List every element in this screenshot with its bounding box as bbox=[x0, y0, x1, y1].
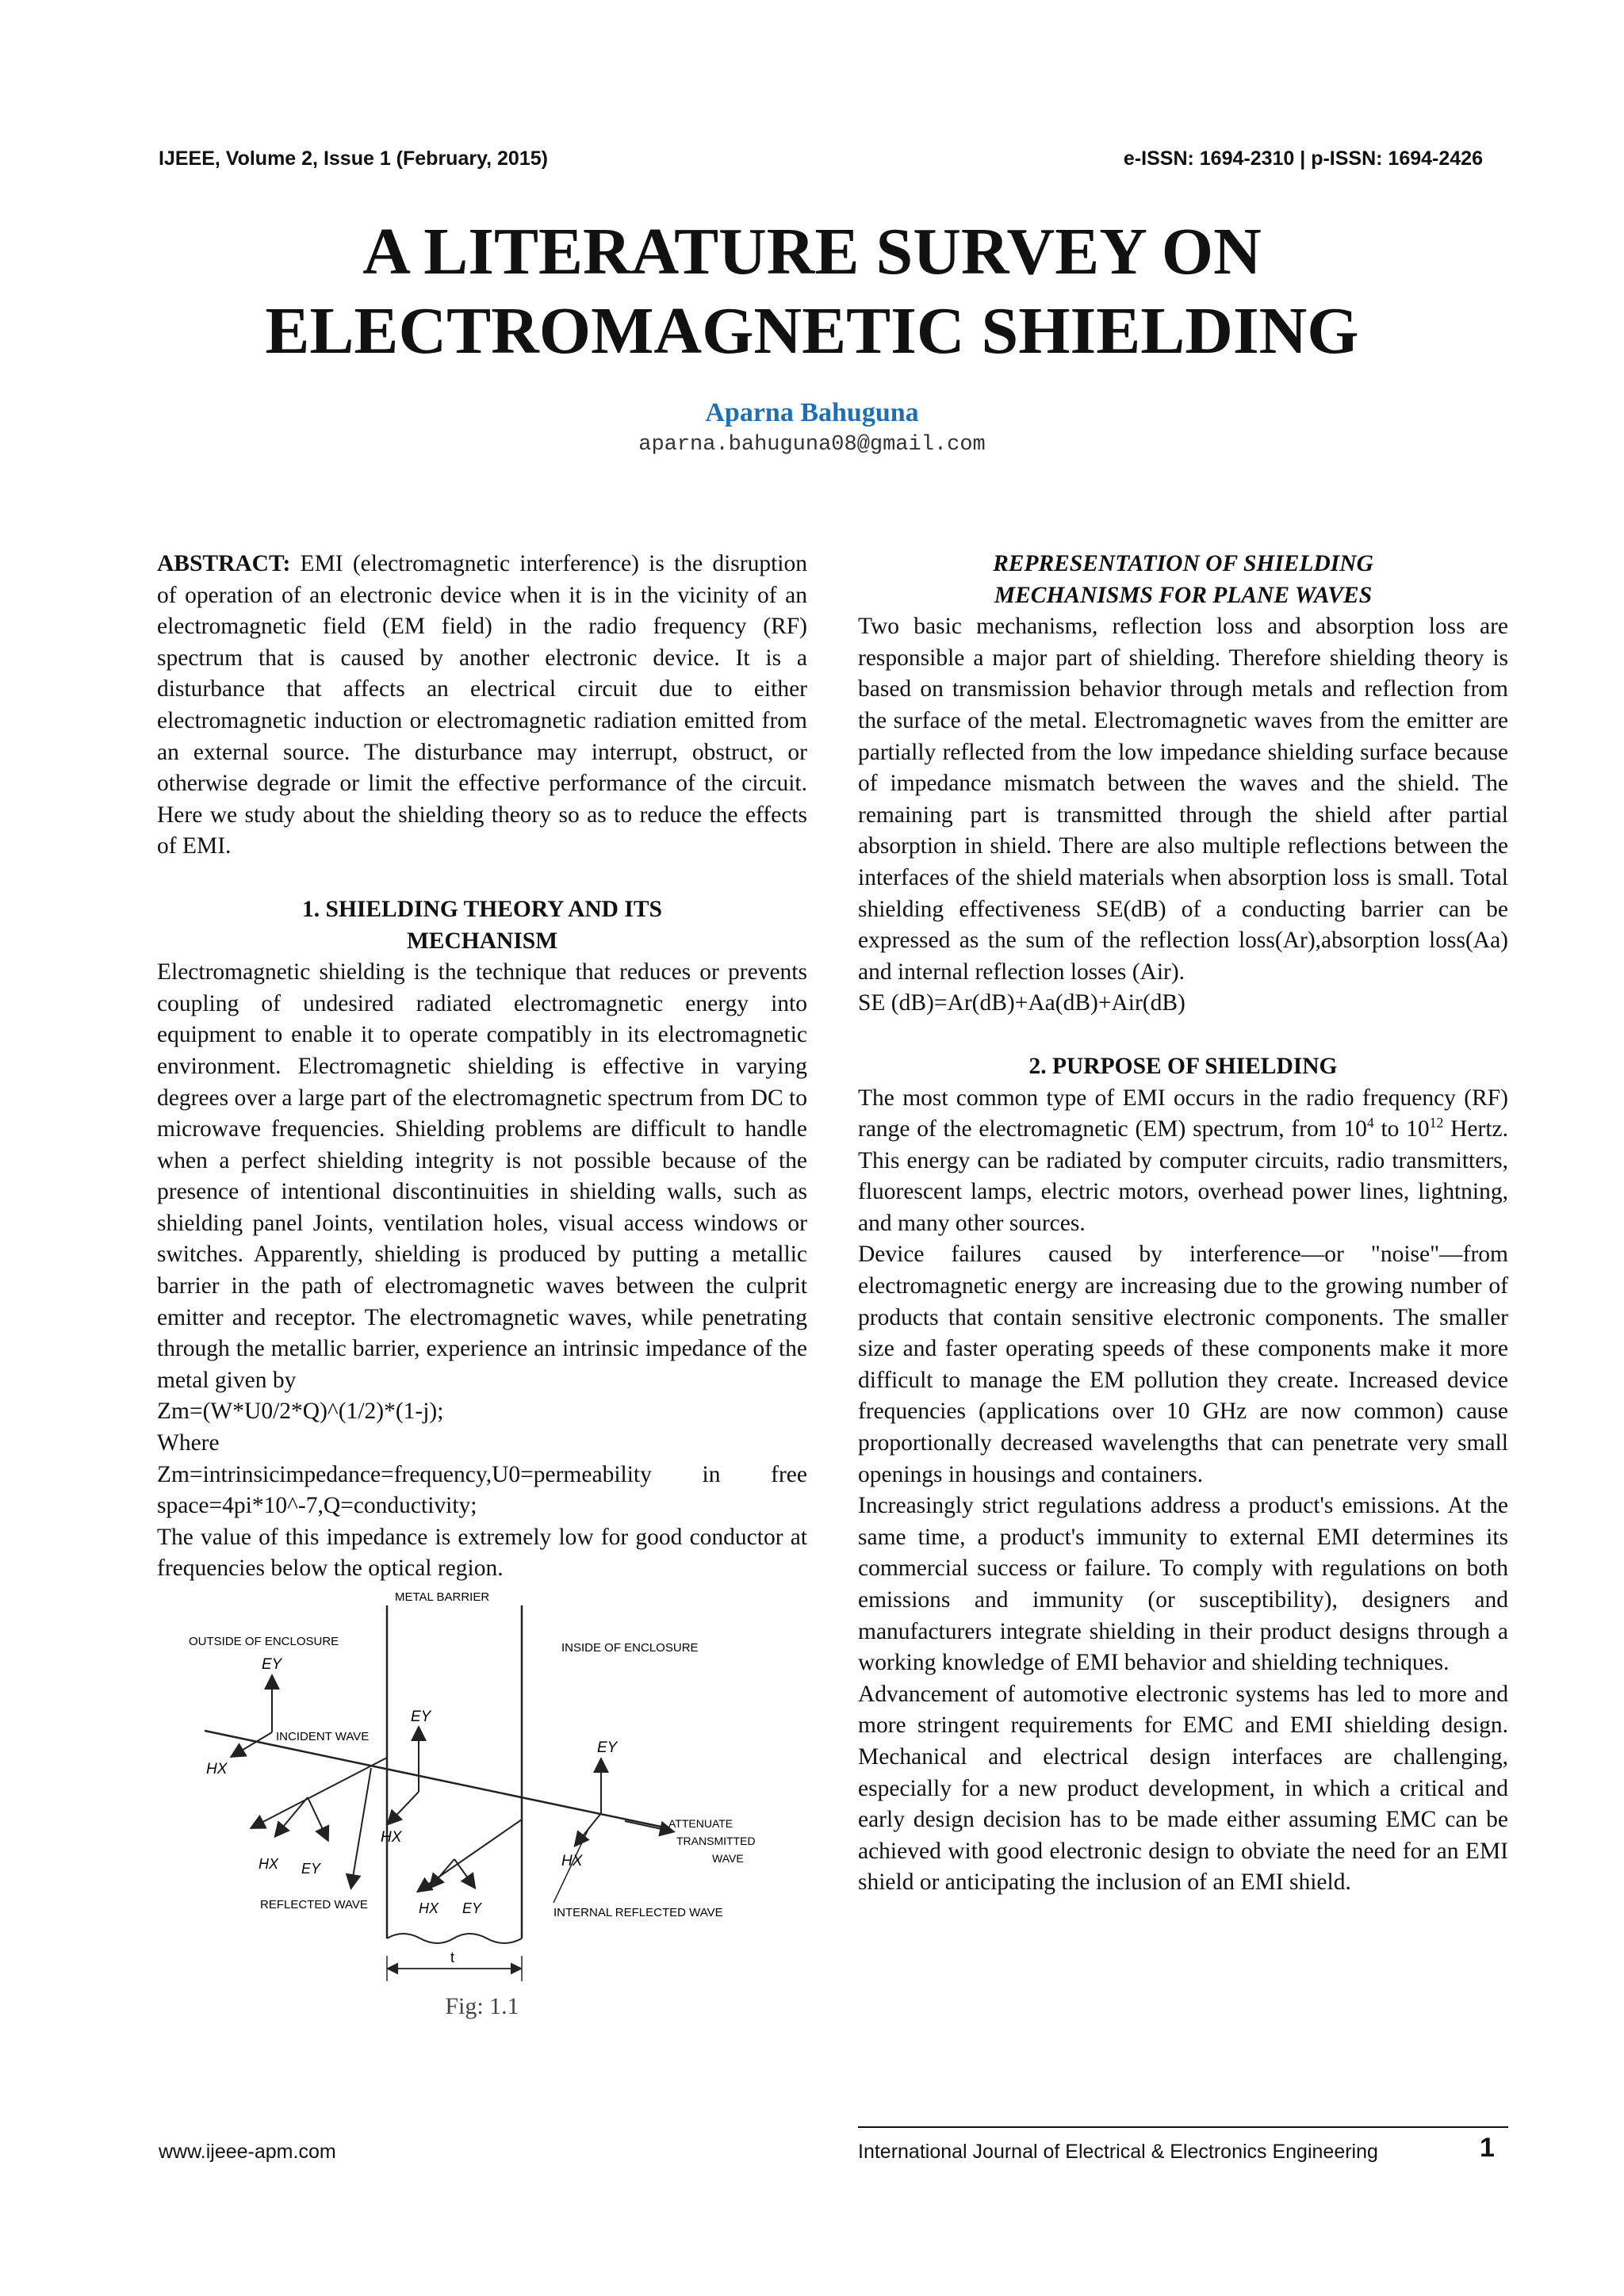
representation-heading-line-1: REPRESENTATION OF SHIELDING bbox=[993, 551, 1373, 576]
author-name: Aparna Bahuguna bbox=[705, 398, 919, 427]
metal-barrier-label: METAL BARRIER bbox=[395, 1590, 490, 1604]
representation-para: Two basic mechanisms, reflection loss and absorption loss are responsible a major part of shielding. Therefore shielding theory is based on transmission behavior through metals and reflection from the surface of the metal. Electromagnetic waves from the emitter are partially reflected from the low impedance shielding surface because of impedance mismatch between the waves and the shield. The remaining part is transmitted through the shield after partial absorption in shield. There are also multiple reflections between the interfaces of the shield materials when absorption loss is small. Total shielding effectiveness SE(dB) of a conducting barrier can be expressed as the sum of the reflection loss(Ar),absorption loss(Aa) and internal reflection losses (Air). bbox=[858, 614, 1508, 985]
reflected-wave-label: REFLECTED WAVE bbox=[260, 1898, 368, 1911]
hx-label-2: HX bbox=[381, 1829, 402, 1846]
reflected-ey-label: EY bbox=[301, 1861, 321, 1877]
reflected-ey-arrow bbox=[308, 1797, 327, 1839]
hx-label-1: HX bbox=[206, 1761, 228, 1777]
formula-definitions: Zm=intrinsicimpedance=frequency,U0=permeability in free space=4pi*10^-7,Q=conductivity; bbox=[157, 1461, 807, 1519]
reflected-hx-arrow bbox=[276, 1797, 308, 1835]
wave-label: WAVE bbox=[712, 1852, 744, 1865]
reflected-hx-label: HX bbox=[259, 1856, 279, 1872]
section-2-para-2: Device failures caused by interference—or "noise"—from electromagnetic energy are increasing due to the growing number of products that contain sensitive electronic components. The smaller size and faster operating speeds of these components make it more difficult to manage the EM pollution they create. Increased device frequencies (applications over 10 GHz are now common) cause proportionally decreased wavelengths that can penetrate very small openings in housings and containers. bbox=[858, 1242, 1508, 1487]
hx-arrow-2 bbox=[389, 1792, 419, 1823]
footer-url[interactable]: www.ijeee-apm.com bbox=[159, 2141, 336, 2163]
title-line-2: ELECTROMAGNETIC SHIELDING bbox=[265, 294, 1359, 368]
section-2-para-1 bbox=[858, 1083, 1508, 1240]
attenuate-label: ATTENUATE bbox=[668, 1817, 733, 1830]
page-number: 1 bbox=[1480, 2133, 1495, 2163]
barrier-bottom-edge bbox=[387, 1934, 522, 1943]
section-2-para-4: Advancement of automotive electronic systems has led to more and more stringent requirements for EMC and EMI shielding design. Mechanical and electrical design interfaces are challenging, especially for a new product development, in which a critical and early design decision has to be made either assuming EMC can be achieved with good electronic design to obviate the need for an EMI shield or anticipating the inclusion of an EMI shield. bbox=[858, 1681, 1508, 1896]
section-2-para-1-b: to 10 bbox=[1373, 1116, 1430, 1142]
author-email: aparna.bahuguna08@gmail.com bbox=[638, 433, 986, 457]
shielding-diagram bbox=[157, 1590, 807, 1986]
section-2-heading: 2. PURPOSE OF SHIELDING bbox=[1028, 1053, 1338, 1079]
section-2-para-1-c: Hertz. This energy can be radiated by computer circuits, radio transmitters, fluorescent lamps, electric motors, overhead power lines, lightning, and many other sources. bbox=[858, 1116, 1508, 1236]
internal-ey-arrow bbox=[454, 1859, 474, 1887]
inside-enclosure-label: INSIDE OF ENCLOSURE bbox=[561, 1641, 699, 1655]
abstract bbox=[157, 549, 807, 863]
title-line-1: A LITERATURE SURVEY ON bbox=[362, 215, 1262, 289]
internal-hx-label: HX bbox=[419, 1900, 439, 1916]
transmitted-wave-arrow bbox=[625, 1821, 672, 1831]
ey-label-2: EY bbox=[411, 1709, 431, 1725]
incident-wave-label: INCIDENT WAVE bbox=[276, 1730, 370, 1743]
shielding-figure bbox=[157, 1590, 807, 2018]
left-column bbox=[157, 549, 807, 2018]
ey-label-3: EY bbox=[597, 1739, 618, 1756]
internal-hx-arrow bbox=[431, 1859, 454, 1887]
abstract-text: EMI (electromagnetic interference) is the disruption of operation of an electronic device when it is in the vicinity of an electromagnetic field (EM field) in the radio frequency (RF) spectrum that is caused by another electronic device. It is a disturbance that affects an electrical circuit due to either electromagnetic induction or electromagnetic radiation emitted from an external source. The disturbance may interrupt, obstruct, or otherwise degrade or limit the effective performance of the circuit. Here we study about the shielding theory so as to reduce the effects of EMI. bbox=[157, 551, 808, 859]
internal-ey-label: EY bbox=[462, 1900, 482, 1916]
section-1-heading bbox=[157, 894, 807, 957]
figure-caption: Fig: 1.1 bbox=[445, 1993, 519, 2019]
footer-rule bbox=[858, 2126, 1508, 2128]
impedance-formula: Zm=(W*U0/2*Q)^(1/2)*(1-j); bbox=[157, 1399, 444, 1425]
section-1-heading-line-2: MECHANISM bbox=[406, 928, 558, 954]
issn-header: e-ISSN: 1694-2310 | p-ISSN: 1694-2426 bbox=[1123, 147, 1483, 170]
ey-label-1: EY bbox=[262, 1656, 282, 1673]
se-formula: SE (dB)=Ar(dB)+Aa(dB)+Air(dB) bbox=[858, 990, 1185, 1016]
section-2-para-3: Increasingly strict regulations address a product's emissions. At the same time, a product's immunity to external EMI determines its commercial success or failure. To comply with regulations on both emissions and immunity (or susceptibility), designers and manufacturers integrate shielding in their product designs through a working knowledge of EMI behavior and shielding techniques. bbox=[858, 1493, 1508, 1676]
thickness-label: t bbox=[450, 1950, 455, 1965]
hx-label-3: HX bbox=[561, 1853, 583, 1869]
section-1-para-1: Electromagnetic shielding is the technique that reduces or prevents coupling of undesired radiated electromagnetic energy into equipment to enable it to operate compatibly in its electromagnetic environment. Electromagnetic shielding is effective in varying degrees over a large part of the electromagnetic spectrum from DC to microwave frequencies. Shielding problems are difficult to handle when a perfect shielding integrity is not possible because of the presence of intentional discontinuities in shielding walls, such as shielding panel Joints, ventilation holes, visual access windows or switches. Apparently, shielding is produced by putting a metallic barrier in the path of electromagnetic waves between the culprit emitter and receptor. The electromagnetic waves, while penetrating through the metallic barrier, experience an intrinsic impedance of the metal given by bbox=[157, 959, 807, 1393]
outside-enclosure-label: OUTSIDE OF ENCLOSURE bbox=[189, 1635, 339, 1648]
where-label: Where bbox=[157, 1430, 220, 1456]
hx-arrow-3 bbox=[576, 1813, 601, 1845]
representation-heading bbox=[858, 549, 1508, 611]
exponent-12: 12 bbox=[1429, 1115, 1444, 1131]
reflected-pointer-arrow bbox=[351, 1768, 371, 1887]
section-1-para-2: The value of this impedance is extremely low for good conductor at frequencies below the optical region. bbox=[157, 1524, 807, 1582]
footer-journal: International Journal of Electrical & Electronics Engineering bbox=[858, 2141, 1378, 2163]
section-2-para-1-a: The most common type of EMI occurs in the radio frequency (RF) range of the electromagnetic (EM) spectrum, from 10 bbox=[858, 1085, 1508, 1142]
transmitted-label: TRANSMITTED bbox=[676, 1835, 756, 1847]
internal-reflected-label: INTERNAL REFLECTED WAVE bbox=[553, 1906, 723, 1919]
journal-header: IJEEE, Volume 2, Issue 1 (February, 2015) bbox=[159, 147, 548, 170]
abstract-label: ABSTRACT: bbox=[157, 551, 291, 576]
paper-title bbox=[0, 212, 1624, 371]
representation-heading-line-2: MECHANISMS FOR PLANE WAVES bbox=[994, 582, 1373, 608]
right-column bbox=[858, 549, 1508, 1899]
incident-wave-line bbox=[205, 1731, 665, 1827]
section-1-heading-line-1: 1. SHIELDING THEORY AND ITS bbox=[302, 896, 662, 922]
exponent-4: 4 bbox=[1366, 1115, 1374, 1131]
